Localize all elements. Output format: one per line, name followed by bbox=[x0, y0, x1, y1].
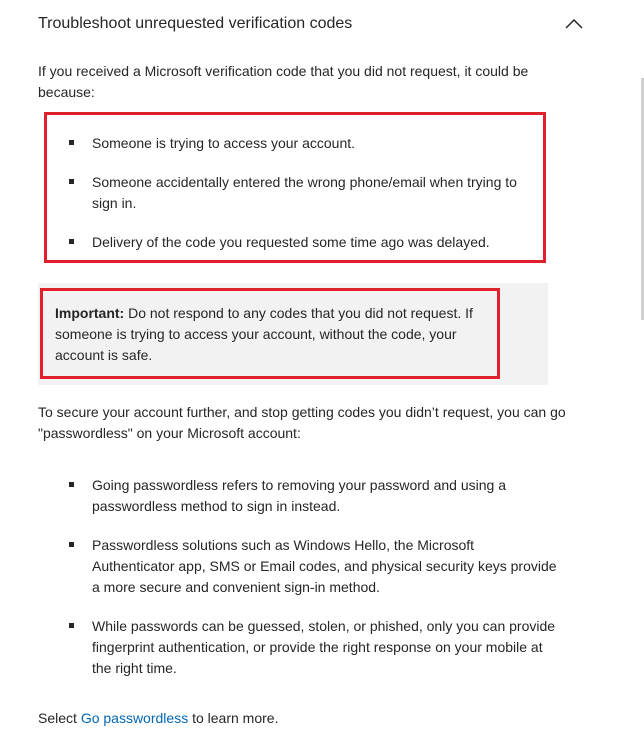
list-item: Someone is trying to access your account. bbox=[38, 133, 538, 154]
chevron-up-icon[interactable] bbox=[562, 12, 586, 36]
important-text: Do not respond to any codes that you did not request. If someone is trying to access your account, without the code, your account is safe. bbox=[55, 305, 473, 363]
intro-text: If you received a Microsoft verification code that you did not request, it could be because: bbox=[38, 63, 529, 100]
passwordless-list bbox=[38, 475, 558, 697]
list-item: Going passwordless refers to removing your password and using a passwordless method to sign in instead. bbox=[38, 475, 558, 517]
list-item: Passwordless solutions such as Windows Hello, the Microsoft Authenticator app, SMS or Email codes, and physical security keys provide a more secure and convenient sign-in method. bbox=[38, 535, 558, 598]
footer-suffix: to learn more. bbox=[188, 710, 279, 726]
go-passwordless-link[interactable]: Go passwordless bbox=[80, 710, 189, 726]
important-note-text bbox=[55, 303, 495, 366]
accordion-title: Troubleshoot unrequested verification codes bbox=[38, 15, 353, 32]
footer-prefix: Select bbox=[38, 710, 81, 726]
important-note bbox=[38, 283, 548, 385]
list-item: Delivery of the code you requested some time ago was delayed. bbox=[38, 232, 538, 253]
secure-account-text: To secure your account further, and stop getting codes you didn’t request, you can go "passwordless" on your Microsoft account: bbox=[38, 404, 566, 441]
footer-text bbox=[38, 708, 278, 729]
accordion-header[interactable] bbox=[38, 8, 598, 40]
reasons-list bbox=[38, 133, 538, 271]
list-item: Someone accidentally entered the wrong phone/email when trying to sign in. bbox=[38, 172, 538, 214]
important-label: Important: bbox=[55, 305, 125, 321]
list-item: While passwords can be guessed, stolen, or phished, only you can provide fingerprint authentication, or provide the right response on your mobile at the right time. bbox=[38, 616, 558, 679]
